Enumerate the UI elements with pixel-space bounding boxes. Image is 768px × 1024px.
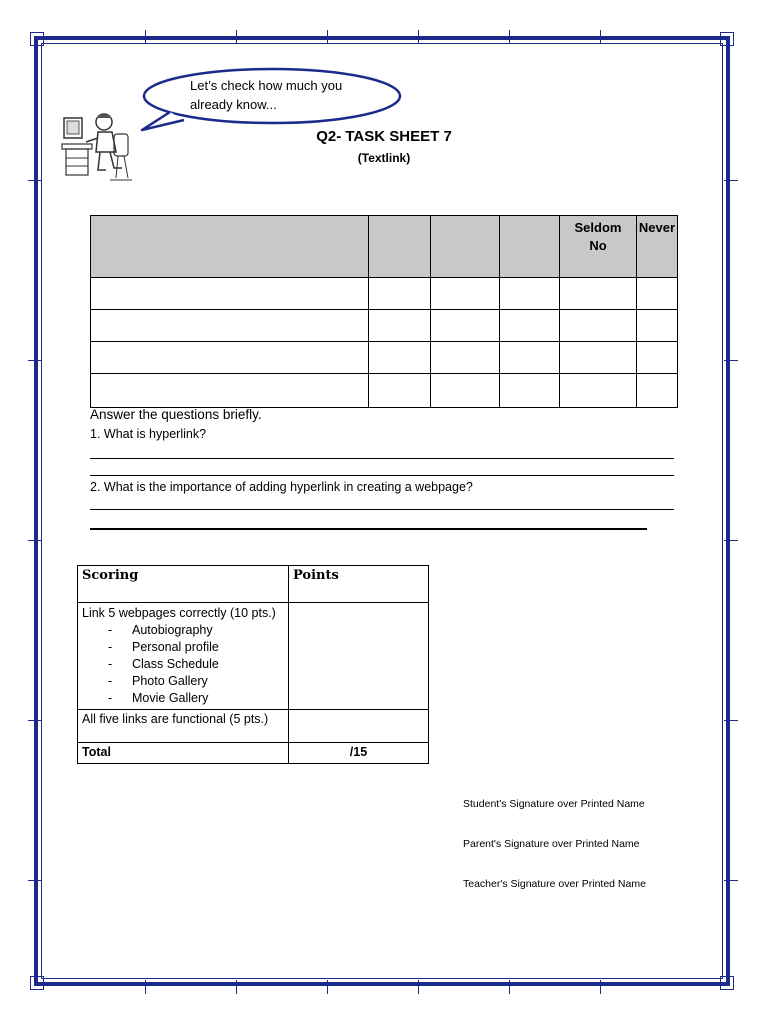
border-tick <box>145 30 146 44</box>
answer-line[interactable] <box>90 458 674 459</box>
table-header-cell <box>91 216 369 278</box>
answer-line[interactable] <box>90 475 674 476</box>
border-tick <box>327 30 328 44</box>
table-cell[interactable] <box>560 310 637 342</box>
table-header-row <box>78 566 429 603</box>
table-row <box>91 342 678 374</box>
border-tick <box>236 980 237 994</box>
table-header-cell <box>431 216 500 278</box>
student-computer-clipart-icon <box>60 108 140 188</box>
border-tick <box>28 540 42 541</box>
points-header: Points <box>289 566 429 603</box>
table-cell[interactable] <box>369 278 431 310</box>
list-item: - Class Schedule <box>108 657 219 671</box>
bubble-text: Let’s check how much you already know... <box>190 78 343 112</box>
table-cell[interactable] <box>500 374 560 408</box>
corner-ornament <box>720 976 734 990</box>
list-item: - Photo Gallery <box>108 674 208 688</box>
border-tick <box>418 980 419 994</box>
border-tick <box>28 880 42 881</box>
table-cell[interactable] <box>637 374 678 408</box>
page-title: Q2- TASK SHEET 7 <box>316 128 452 145</box>
survey-table <box>90 215 678 408</box>
questions-intro: Answer the questions briefly. <box>90 407 262 422</box>
teacher-signature-label: Teacher's Signature over Printed Name <box>463 878 646 890</box>
border-tick <box>145 980 146 994</box>
table-cell[interactable] <box>431 374 500 408</box>
table-header-cell: Never <box>637 216 678 278</box>
table-header-cell <box>500 216 560 278</box>
table-cell[interactable] <box>91 278 369 310</box>
table-header-cell <box>369 216 431 278</box>
table-cell[interactable] <box>500 278 560 310</box>
table-cell[interactable] <box>91 310 369 342</box>
corner-ornament <box>720 32 734 46</box>
scoring-criteria-cell <box>78 603 289 710</box>
scoring-criteria-cell: All five links are functional (5 pts.) <box>78 710 289 743</box>
page-subtitle: (Textlink) <box>357 151 411 165</box>
table-header-cell: Seldom No <box>560 216 637 278</box>
scoring-header: Scoring <box>78 566 289 603</box>
border-tick <box>418 30 419 44</box>
border-tick <box>724 180 738 181</box>
border-tick <box>724 360 738 361</box>
table-cell[interactable] <box>91 374 369 408</box>
border-tick <box>28 360 42 361</box>
border-tick <box>724 540 738 541</box>
border-tick <box>28 720 42 721</box>
border-tick <box>724 880 738 881</box>
total-label: Total <box>78 743 289 764</box>
table-cell[interactable] <box>369 342 431 374</box>
points-cell[interactable] <box>289 710 429 743</box>
table-cell[interactable] <box>431 278 500 310</box>
table-cell[interactable] <box>637 278 678 310</box>
table-cell[interactable] <box>560 342 637 374</box>
table-cell[interactable] <box>637 310 678 342</box>
criteria-text: Link 5 webpages correctly (10 pts.) <box>82 606 276 620</box>
border-tick <box>600 980 601 994</box>
answer-line[interactable] <box>90 528 647 530</box>
question-2: 2. What is the importance of adding hyperlink in creating a webpage? <box>90 480 473 494</box>
list-item: - Personal profile <box>108 640 219 654</box>
points-cell[interactable] <box>289 603 429 710</box>
border-tick <box>600 30 601 44</box>
table-cell[interactable] <box>560 278 637 310</box>
table-cell[interactable] <box>431 310 500 342</box>
border-tick <box>28 180 42 181</box>
question-1: 1. What is hyperlink? <box>90 427 207 441</box>
list-item: - Movie Gallery <box>108 691 209 705</box>
table-row <box>91 310 678 342</box>
parent-signature-label: Parent's Signature over Printed Name <box>463 838 640 850</box>
table-cell[interactable] <box>500 310 560 342</box>
table-row <box>91 374 678 408</box>
border-tick <box>236 30 237 44</box>
table-cell[interactable] <box>500 342 560 374</box>
border-tick <box>509 980 510 994</box>
table-header-row <box>91 216 678 278</box>
table-cell[interactable] <box>637 342 678 374</box>
criteria-list <box>82 622 284 707</box>
table-cell[interactable] <box>369 374 431 408</box>
list-item: - Autobiography <box>108 623 213 637</box>
table-cell[interactable] <box>91 342 369 374</box>
table-row <box>78 743 429 764</box>
table-cell[interactable] <box>369 310 431 342</box>
answer-line[interactable] <box>90 509 674 510</box>
table-cell[interactable] <box>560 374 637 408</box>
student-signature-label: Student's Signature over Printed Name <box>463 798 645 810</box>
table-cell[interactable] <box>431 342 500 374</box>
corner-ornament <box>30 32 44 46</box>
border-tick <box>509 30 510 44</box>
table-row <box>78 710 429 743</box>
border-tick <box>724 720 738 721</box>
corner-ornament <box>30 976 44 990</box>
total-value[interactable]: /15 <box>289 743 429 764</box>
border-tick <box>327 980 328 994</box>
table-row <box>91 278 678 310</box>
scoring-table <box>77 565 429 764</box>
table-row <box>78 603 429 710</box>
